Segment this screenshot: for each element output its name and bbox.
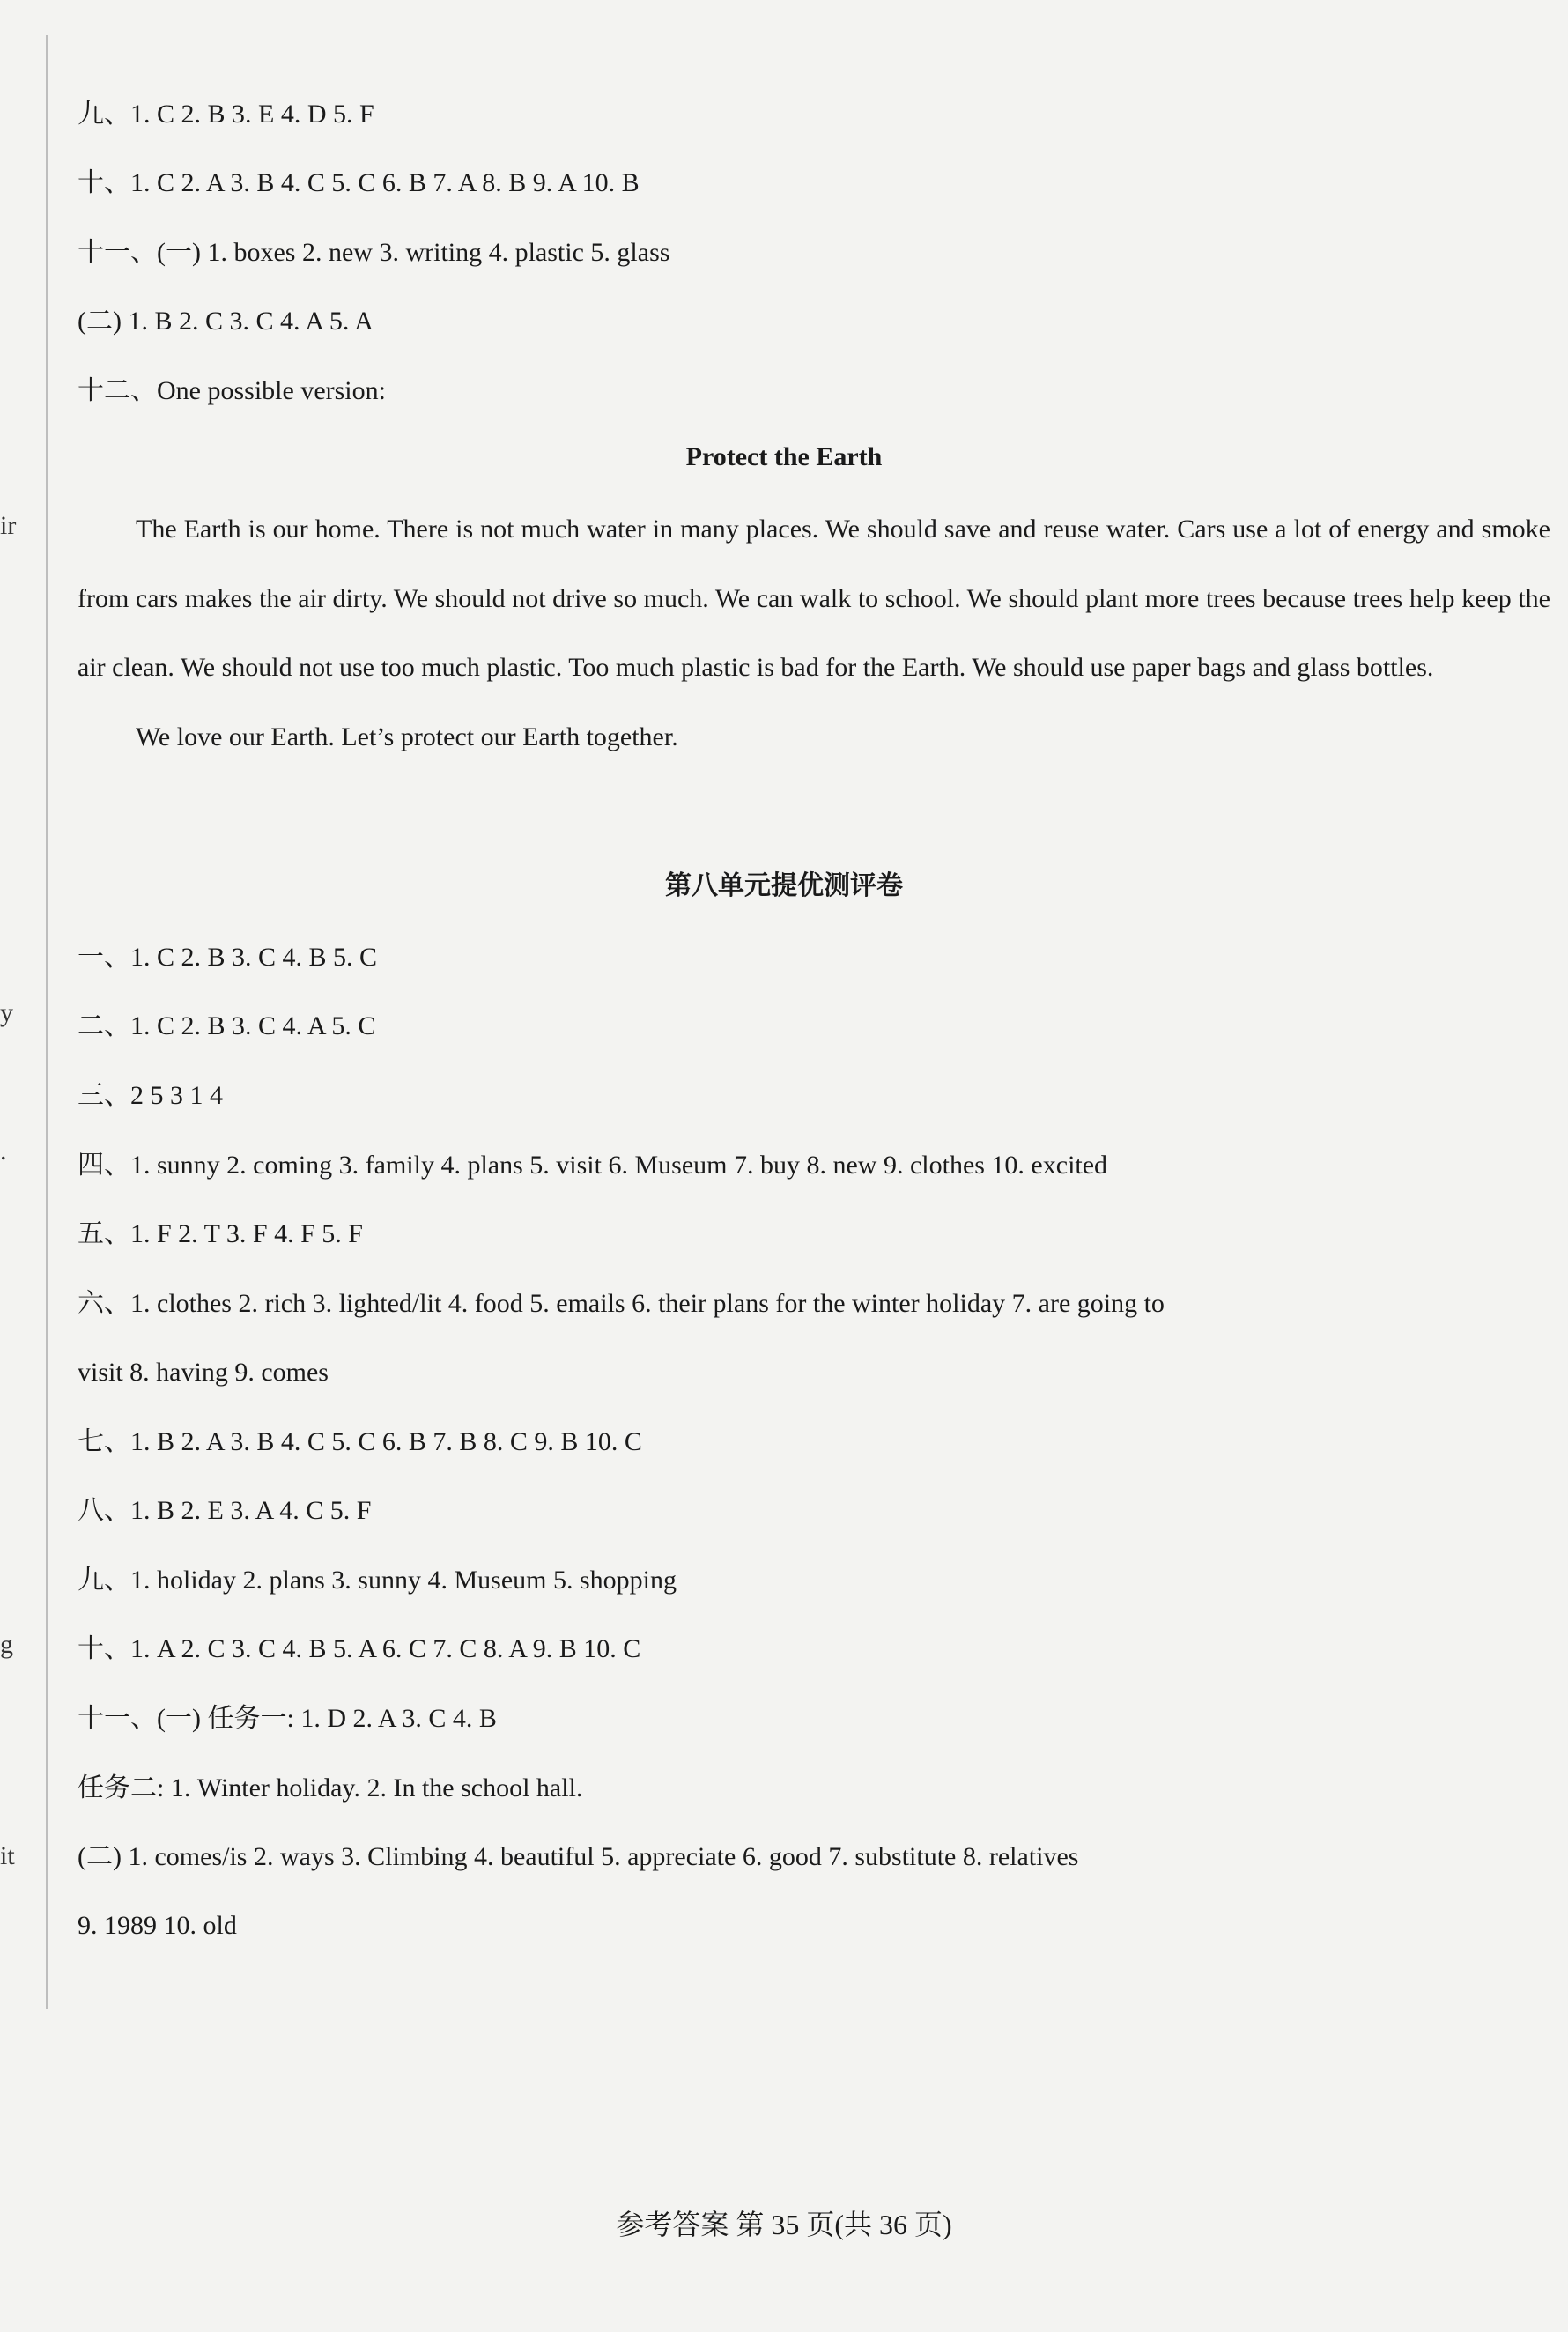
margin-fragment: y (0, 998, 13, 1027)
essay-body (78, 495, 1550, 772)
margin-fragment: . (0, 1136, 7, 1166)
answer-line: 一、1. C 2. B 3. C 4. B 5. C (78, 943, 378, 972)
margin-fragment: it (0, 1841, 15, 1870)
answer-line: 八、1. B 2. E 3. A 4. C 5. F (78, 1496, 372, 1525)
margin-fragment: ir (0, 511, 17, 540)
answer-line: 十一、(一) 任务一: 1. D 2. A 3. C 4. B (78, 1704, 497, 1733)
answer-line: (二) 1. comes/is 2. ways 3. Climbing 4. beautiful 5. appreciate 6. good 7. substitute 8. relatives (78, 1842, 1079, 1871)
answer-line: 九、1. holiday 2. plans 3. sunny 4. Museum 5. shopping (78, 1566, 677, 1595)
answer-line: visit 8. having 9. comes (78, 1358, 329, 1387)
answer-line: 七、1. B 2. A 3. B 4. C 5. C 6. B 7. B 8. C 9. B 10. C (78, 1427, 642, 1456)
answer-line: 五、1. F 2. T 3. F 4. F 5. F (78, 1219, 363, 1248)
margin-fragment: g (0, 1630, 13, 1659)
answer-line: 十、1. A 2. C 3. C 4. B 5. A 6. C 7. C 8. A 9. B 10. C (78, 1634, 641, 1663)
answer-line: 九、1. C 2. B 3. E 4. D 5. F (78, 100, 374, 129)
answer-line: 十一、(一) 1. boxes 2. new 3. writing 4. plastic 5. glass (78, 238, 670, 267)
page-footer: 参考答案 第 35 页(共 36 页) (616, 2209, 952, 2240)
answer-line: 任务二: 1. Winter holiday. 2. In the school hall. (78, 1773, 583, 1803)
answer-line: 9. 1989 10. old (78, 1911, 237, 1940)
unit8-title: 第八单元提优测评卷 (665, 871, 903, 900)
essay-title: Protect the Earth (685, 442, 883, 471)
answer-line: 十二、One possible version: (78, 376, 386, 405)
answer-line: 四、1. sunny 2. coming 3. family 4. plans 5. visit 6. Museum 7. buy 8. new 9. clothes 10. excited (78, 1151, 1108, 1180)
essay-paragraph: We love our Earth. Let’s protect our Earth together. (136, 722, 678, 751)
answer-line: 二、1. C 2. B 3. C 4. A 5. C (78, 1011, 376, 1040)
answer-line: 六、1. clothes 2. rich 3. lighted/lit 4. food 5. emails 6. their plans for the winter holiday 7. are going to (78, 1289, 1165, 1318)
answer-line: 三、2 5 3 1 4 (78, 1081, 223, 1110)
answer-line: (二) 1. B 2. C 3. C 4. A 5. A (78, 307, 374, 336)
answer-line: 十、1. C 2. A 3. B 4. C 5. C 6. B 7. A 8. B 9. A 10. B (78, 168, 640, 197)
essay-paragraph: The Earth is our home. There is not much water in many places. We should save and reuse water. Cars use a lot of energy and smoke from cars makes the air dirty. We should not drive so much. We can walk to school. We should plant more trees because trees help keep the air clean. We should not use too much plastic. Too much plastic is bad for the Earth. We should use paper bags and glass bottles. (78, 515, 1550, 682)
left-margin-rule (46, 35, 48, 2009)
